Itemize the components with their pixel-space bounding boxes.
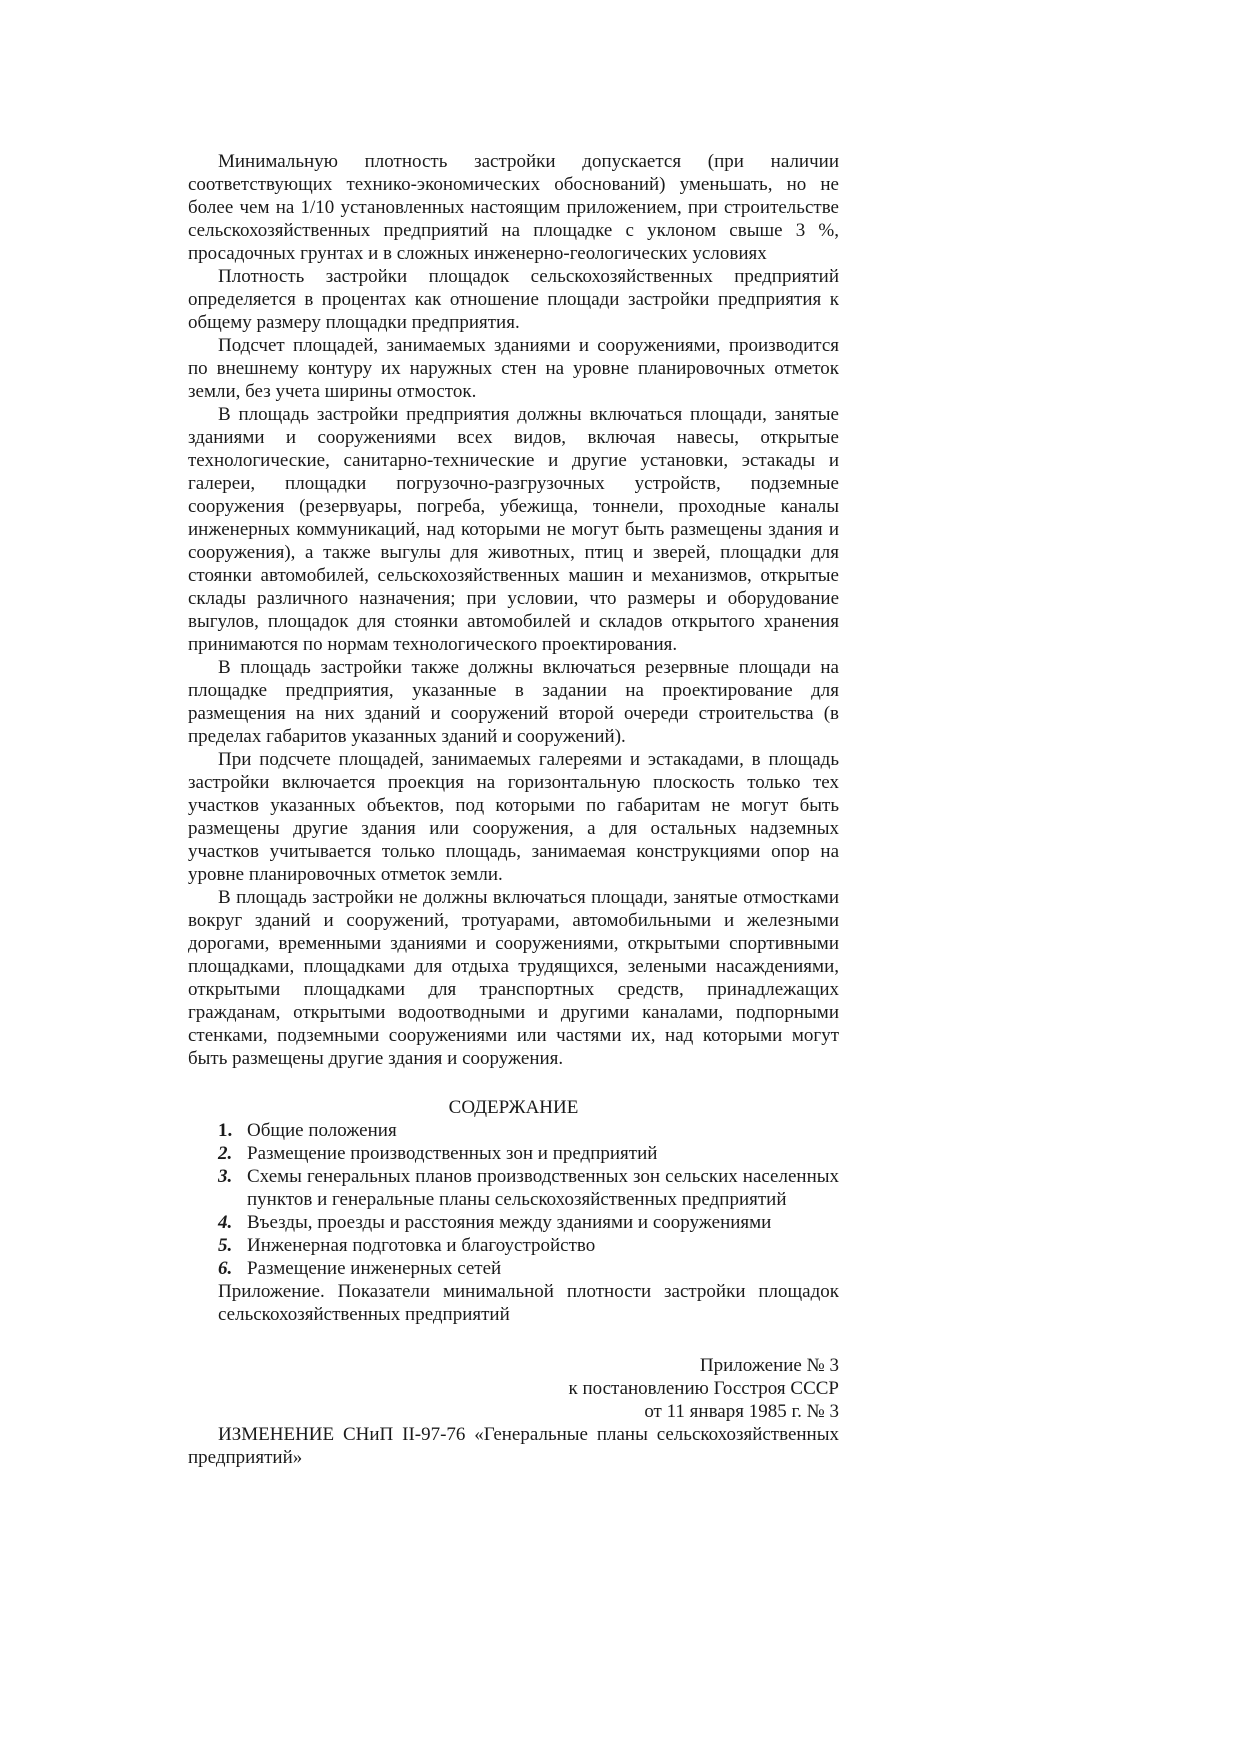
toc-item xyxy=(188,1211,839,1234)
toc-appendix-line: Приложение. Показатели минимальной плотности застройки площадок сельскохозяйственных предприятий xyxy=(218,1281,839,1325)
appendix-decree: к постановлению Госстроя СССР xyxy=(568,1378,839,1399)
toc-item-number: 6. xyxy=(218,1258,233,1279)
paragraph: Плотность застройки площадок сельскохозяйственных предприятий определяется в процентах как отношение площади застройки предприятия к общему размеру площадки предприятия. xyxy=(188,266,839,333)
toc-title: СОДЕРЖАНИЕ xyxy=(448,1097,579,1118)
toc-item-text: Схемы генеральных планов производственных зон сельских населенных пунктов и генеральные планы сельскохозяйственных предприятий xyxy=(247,1166,839,1210)
toc-item-text: Размещение инженерных сетей xyxy=(247,1258,502,1279)
toc-item xyxy=(188,1234,839,1257)
toc-item-text: Въезды, проезды и расстояния между зданиями и сооружениями xyxy=(247,1212,772,1233)
document-page xyxy=(188,150,839,1469)
paragraph: В площадь застройки не должны включаться площади, занятые отмостками вокруг зданий и сооружений, тротуарами, автомобильными и железными дорогами, временными зданиями и сооружениями, открытыми спортивными площадками, площадками для отдыха трудящихся, зелеными насаждениями, открытыми площадками для транспортных средств, принадлежащих гражданам, открытыми водоотводными и другими каналами, подпорными стенками, подземными сооружениями или частями их, над которыми могут быть размещены другие здания и сооружения. xyxy=(188,887,839,1069)
appendix-date: от 11 января 1985 г. № 3 xyxy=(644,1401,839,1422)
paragraph: Минимальную плотность застройки допускается (при наличии соответствующих технико-экономических обоснований) уменьшать, но не более чем на 1/10 установленных настоящим приложением, при строительстве сельскохозяйственных предприятий на площадке с уклоном свыше 3 %, просадочных грунтах и в сложных инженерно-геологических условиях xyxy=(188,151,839,264)
paragraph: Подсчет площадей, занимаемых зданиями и сооружениями, производится по внешнему контуру их наружных стен на уровне планировочных отметок земли, без учета ширины отмосток. xyxy=(188,335,839,402)
toc-item-number: 4. xyxy=(218,1212,233,1233)
toc-item-text: Размещение производственных зон и предприятий xyxy=(247,1143,658,1164)
toc-item xyxy=(188,1257,839,1280)
toc-item xyxy=(188,1142,839,1165)
toc-list xyxy=(188,1119,839,1280)
paragraph: В площадь застройки также должны включаться резервные площади на площадке предприятия, указанные в задании на проектирование для размещения на них зданий и сооружений второй очереди строительства (в пределах габаритов указанных зданий и сооружений). xyxy=(188,657,839,747)
paragraph: При подсчете площадей, занимаемых галереями и эстакадами, в площадь застройки включается проекция на горизонтальную плоскость только тех участков указанных объектов, под которыми по габаритам не могут быть размещены другие здания или сооружения, а для остальных надземных участков учитывается только площадь, занимаемая конструкциями опор на уровне планировочных отметок земли. xyxy=(188,749,839,885)
toc-item-number: 3. xyxy=(218,1166,233,1187)
toc-item-number: 2. xyxy=(218,1143,233,1164)
toc-item-text: Общие положения xyxy=(247,1120,397,1141)
toc-item-number: 5. xyxy=(218,1235,233,1256)
toc-item-text: Инженерная подготовка и благоустройство xyxy=(247,1235,596,1256)
toc-item xyxy=(188,1119,839,1142)
toc-item-number: 1. xyxy=(218,1120,233,1141)
appendix-number: Приложение № 3 xyxy=(699,1355,839,1376)
appendix-header xyxy=(188,1354,839,1423)
toc-item xyxy=(188,1165,839,1211)
change-title: ИЗМЕНЕНИЕ СНиП II-97-76 «Генеральные планы сельскохозяйственных предприятий» xyxy=(188,1424,839,1468)
paragraph: В площадь застройки предприятия должны включаться площади, занятые зданиями и сооружениями всех видов, включая навесы, открытые технологические, санитарно-технические и другие установки, эстакады и галереи, площадки погрузочно-разгрузочных устройств, подземные сооружения (резервуары, погреба, убежища, тоннели, проходные каналы инженерных коммуникаций, над которыми не могут быть размещены здания и сооружения), а также выгулы для животных, птиц и зверей, площадки для стоянки автомобилей, сельскохозяйственных машин и механизмов, открытые склады различного назначения; при условии, что размеры и оборудование выгулов, площадок для стоянки автомобилей и складов открытого хранения принимаются по нормам технологического проектирования. xyxy=(188,404,839,655)
